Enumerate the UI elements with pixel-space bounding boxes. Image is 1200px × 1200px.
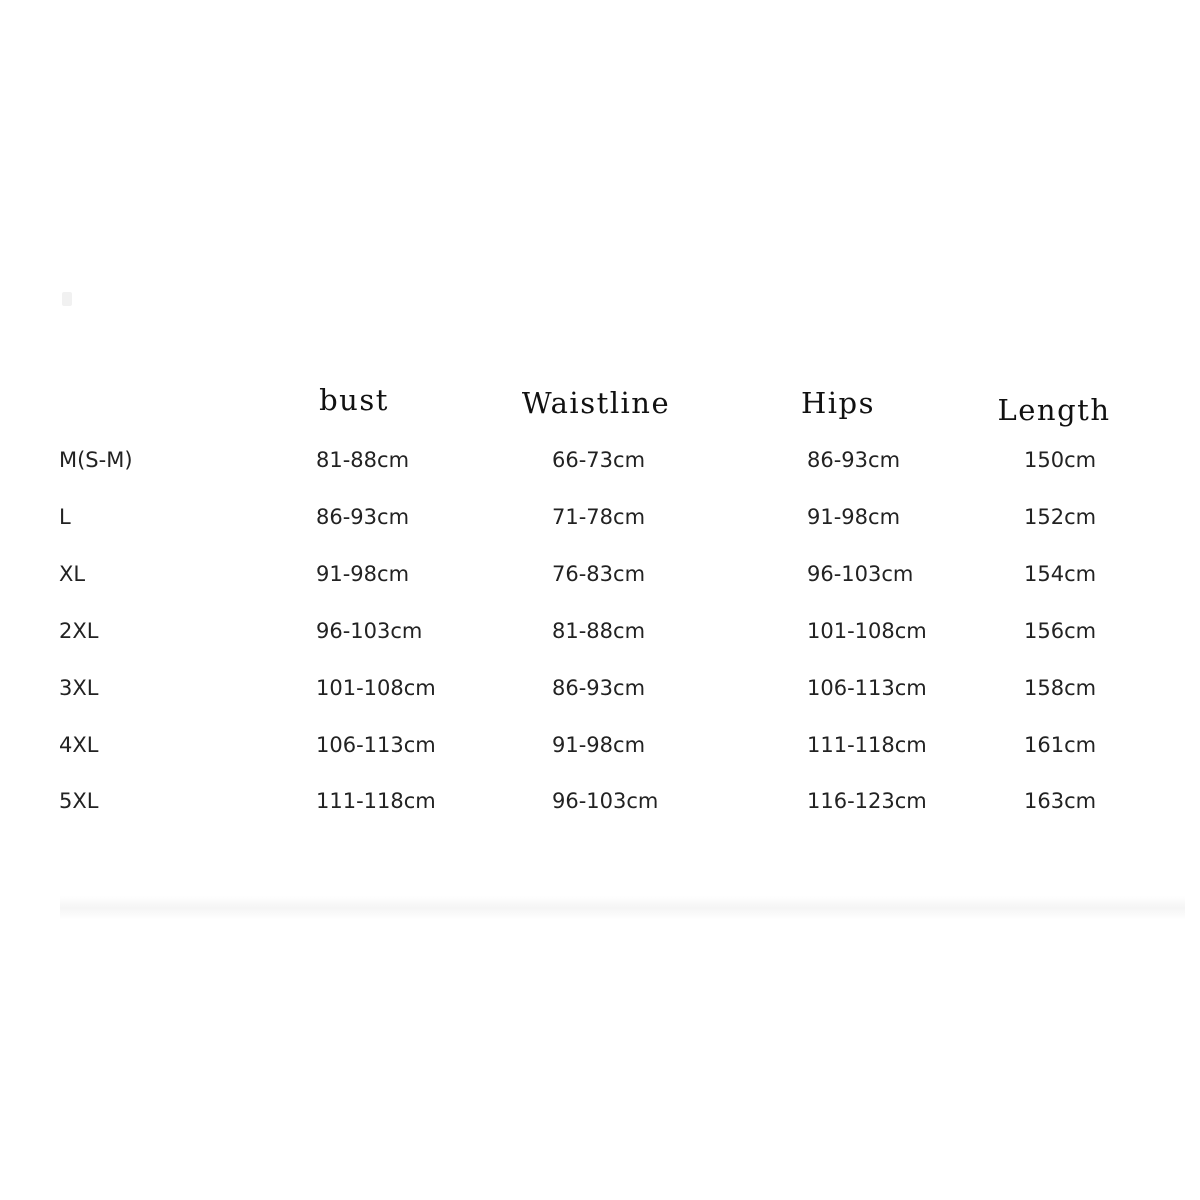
size-label: XL	[59, 562, 86, 586]
hips-value: 111-118cm	[807, 733, 927, 757]
faint-mark	[62, 292, 72, 306]
table-row	[0, 554, 1200, 594]
length-value: 154cm	[1024, 562, 1097, 586]
hips-value: 96-103cm	[807, 562, 914, 586]
bust-value: 81-88cm	[316, 448, 410, 472]
length-value: 158cm	[1024, 676, 1097, 700]
waistline-value: 96-103cm	[552, 789, 659, 813]
table-row	[0, 611, 1200, 651]
bust-value: 101-108cm	[316, 676, 436, 700]
size-label: L	[59, 505, 71, 529]
bust-value: 86-93cm	[316, 505, 410, 529]
size-label: 3XL	[59, 676, 99, 700]
table-row	[0, 725, 1200, 765]
waistline-value: 66-73cm	[552, 448, 646, 472]
waistline-value: 81-88cm	[552, 619, 646, 643]
header-bust: bust	[319, 383, 389, 417]
header-length: Length	[997, 393, 1111, 427]
hips-value: 91-98cm	[807, 505, 901, 529]
size-label: 5XL	[59, 789, 99, 813]
waistline-value: 71-78cm	[552, 505, 646, 529]
length-value: 150cm	[1024, 448, 1097, 472]
divider	[60, 896, 1185, 920]
bust-value: 111-118cm	[316, 789, 436, 813]
bust-value: 106-113cm	[316, 733, 436, 757]
header-hips: Hips	[800, 386, 876, 420]
bust-value: 96-103cm	[316, 619, 423, 643]
waistline-value: 76-83cm	[552, 562, 646, 586]
hips-value: 116-123cm	[807, 789, 927, 813]
size-label: 4XL	[59, 733, 99, 757]
hips-value: 86-93cm	[807, 448, 901, 472]
waistline-value: 91-98cm	[552, 733, 646, 757]
waistline-value: 86-93cm	[552, 676, 646, 700]
hips-value: 101-108cm	[807, 619, 927, 643]
table-row	[0, 497, 1200, 537]
table-row	[0, 668, 1200, 708]
hips-value: 106-113cm	[807, 676, 927, 700]
table-row	[0, 440, 1200, 480]
bust-value: 91-98cm	[316, 562, 410, 586]
length-value: 161cm	[1024, 733, 1097, 757]
size-label: M(S-M)	[59, 448, 133, 472]
length-value: 156cm	[1024, 619, 1097, 643]
table-row	[0, 781, 1200, 821]
size-label: 2XL	[59, 619, 99, 643]
length-value: 152cm	[1024, 505, 1097, 529]
header-waistline: Waistline	[521, 386, 671, 420]
length-value: 163cm	[1024, 789, 1097, 813]
